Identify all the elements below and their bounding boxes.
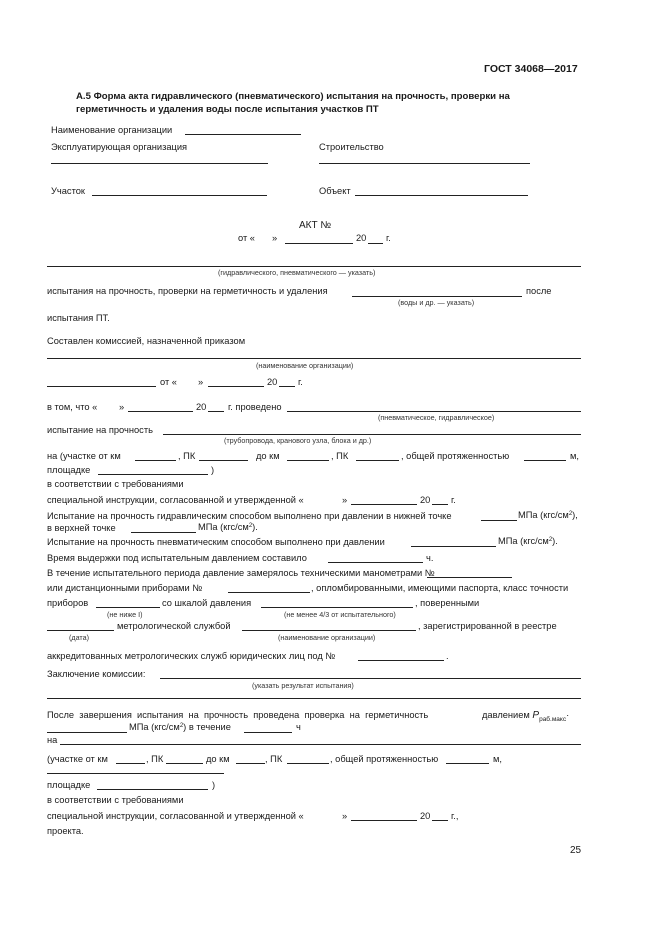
to-km-label-2: до км xyxy=(206,754,230,764)
testing-pt-text: испытания ПТ. xyxy=(47,313,110,323)
instr-year-2: 20 xyxy=(420,811,431,821)
extra-line xyxy=(47,773,224,774)
accuracy-class-line xyxy=(96,607,160,608)
gauge-numbers-line xyxy=(427,577,512,578)
result-caption: (указать результат испытания) xyxy=(252,681,354,690)
section-from-text: (участке от км xyxy=(47,754,108,764)
construction-label: Строительство xyxy=(319,142,384,152)
order-month-line xyxy=(208,386,264,387)
special-instr-text: специальной инструкции, согласованной и утвержденной « xyxy=(47,495,304,505)
test-month-line xyxy=(128,411,193,412)
construction-line xyxy=(319,163,530,164)
pk-label: , ПК xyxy=(178,451,196,461)
instr-quote: » xyxy=(342,495,348,505)
test-method-line xyxy=(287,411,581,412)
instr-quote-2: » xyxy=(342,811,348,821)
pk-label-2: , ПК xyxy=(146,754,164,764)
remote-devices-text: или дистанционными приборами № xyxy=(47,583,203,593)
conducted-text: г. проведено xyxy=(228,402,282,412)
operating-org-label: Эксплуатирующая организация xyxy=(51,142,188,152)
project-text: проекта. xyxy=(47,826,84,836)
act-date-quote: » xyxy=(272,233,278,243)
tightness-pressure-line xyxy=(47,732,127,733)
mpa-dot-2: ). xyxy=(552,536,558,546)
accordance-text: в соответствии с требованиями xyxy=(47,479,184,489)
object-line xyxy=(355,195,528,196)
scale-text: со шкалой давления xyxy=(162,598,252,608)
sealed-text: , опломбированными, имеющими паспорта, класс точности xyxy=(311,583,569,593)
sq-sup-2: 2 xyxy=(248,523,253,529)
total-length-line xyxy=(524,460,566,461)
mpa-text: МПа (кгс/см xyxy=(518,510,569,520)
registry-dot: . xyxy=(446,651,449,661)
commission-text: Составлен комиссией, назначенной приказом xyxy=(47,336,246,346)
p-symbol: P xyxy=(532,710,540,721)
hydraulic-test-text: Испытание на прочность гидравлическим способом выполнено при давлении в нижней точке xyxy=(47,511,452,521)
instr-month-line xyxy=(351,504,417,505)
site-label: площадке xyxy=(47,465,91,475)
after-text: после xyxy=(526,286,552,296)
sq-sup-3: 2 xyxy=(548,537,553,543)
during-text: В течение испытательного периода давление замерялось техническими манометрами № xyxy=(47,568,435,578)
order-number-line xyxy=(47,386,156,387)
km-from-line xyxy=(135,460,176,461)
year-g-2: г. xyxy=(451,811,456,821)
hold-time-text: Время выдержки под испытательным давлением составило xyxy=(47,553,307,563)
km-to-line xyxy=(287,460,329,461)
sq-sup-4: 2 xyxy=(179,723,184,729)
act-year-line xyxy=(368,243,383,244)
order-date-quote: » xyxy=(198,377,204,387)
upper-point-text: в верхней точке xyxy=(47,523,116,533)
meters-label-2: м, xyxy=(493,754,502,764)
not-lower-caption: (не ниже I) xyxy=(107,610,143,619)
section-line xyxy=(92,195,267,196)
p-dot: · xyxy=(566,710,570,720)
strength-test-text: испытание на прочность xyxy=(47,425,153,435)
conclusion-label: Заключение комиссии: xyxy=(47,669,146,679)
mpa-end: ), xyxy=(572,510,578,520)
tightness-hours-line xyxy=(244,732,292,733)
scale-line xyxy=(261,607,413,608)
km-to-line-2 xyxy=(236,763,265,764)
lower-pressure-line xyxy=(481,520,517,521)
test-year: 20 xyxy=(196,402,207,412)
order-date-from: от « xyxy=(160,377,177,387)
pk-from-line-2 xyxy=(166,763,203,764)
mpa-dot: ). xyxy=(252,522,258,532)
section-label: Участок xyxy=(51,186,85,196)
site-line xyxy=(98,474,208,475)
test-type-caption: (гидравлического, пневматического — указать) xyxy=(218,268,376,277)
lower-pressure-unit xyxy=(518,511,578,520)
mpa-text-3: МПа (кгс/см xyxy=(498,536,549,546)
sq-sup: 2 xyxy=(568,511,573,517)
metrology-text: метрологической службой xyxy=(117,621,231,631)
operating-org-line xyxy=(51,163,268,164)
test-method-caption: (пневматическое, гидравлическое) xyxy=(378,413,495,422)
accredited-text: аккредитованных метрологических служб юридических лиц под № xyxy=(47,651,336,661)
tightness-h: ч xyxy=(296,722,301,732)
site-label-2: площадке xyxy=(47,780,91,790)
org2-caption: (наименование организации) xyxy=(278,633,376,642)
pressure-word: давлением xyxy=(482,710,530,720)
section-title-line1: А.5 Форма акта гидравлического (пневматического) испытания на прочность, проверки на xyxy=(76,91,510,102)
metrology-org-line xyxy=(242,630,416,631)
p-sub: раб.макс xyxy=(539,715,567,723)
verified-text: , поверенными xyxy=(415,598,480,608)
na-text: на xyxy=(47,735,58,745)
medium-line xyxy=(352,296,522,297)
pk-to-line xyxy=(356,460,399,461)
act-title: АКТ № xyxy=(299,220,332,231)
test-object-line xyxy=(163,434,581,435)
registry-number-line xyxy=(358,660,444,661)
pk-from-line xyxy=(199,460,248,461)
within-text: ) в течение xyxy=(183,722,231,732)
devices-text: приборов xyxy=(47,598,89,608)
special-instr-text-2: специальной инструкции, согласованной и утвержденной « xyxy=(47,811,304,821)
instr-year: 20 xyxy=(420,495,431,505)
standard-number: ГОСТ 34068—2017 xyxy=(484,63,578,75)
act-month-line xyxy=(285,243,353,244)
org-name-label: Наименование организации xyxy=(51,125,173,135)
pk2-label: , ПК xyxy=(331,451,349,461)
conclusion-line-2 xyxy=(47,698,581,699)
instr-year-line xyxy=(432,504,448,505)
to-km-label: до км xyxy=(256,451,280,461)
meters-label: м, xyxy=(570,451,579,461)
org-name-line xyxy=(185,134,301,135)
test-type-line xyxy=(47,266,581,267)
test-year-line xyxy=(208,411,224,412)
mpa-text-4: МПа (кгс/см xyxy=(129,722,180,732)
accordance-text-2: в соответствии с требованиями xyxy=(47,795,184,805)
km-from-line-2 xyxy=(116,763,145,764)
test-object-caption: (трубопровода, кранового узла, блока и др.) xyxy=(224,436,372,445)
date-caption: (дата) xyxy=(69,633,90,642)
act-year: 20 xyxy=(356,233,367,243)
section-title-line2: герметичность и удаления воды после испытания участков ПТ xyxy=(76,104,379,115)
commission-org-caption: (наименование организации) xyxy=(256,361,354,370)
in-that-quote: » xyxy=(119,402,125,412)
pneumatic-pressure-unit xyxy=(498,537,558,546)
conclusion-line xyxy=(160,678,581,679)
verification-date-line xyxy=(47,630,114,631)
order-year-line xyxy=(279,386,295,387)
instr-year-line-2 xyxy=(432,820,448,821)
after-test-main: После завершения испытания на прочность проведена проверка на герметичность xyxy=(47,710,429,720)
act-date-from: от « xyxy=(238,233,255,243)
total-length-label-2: , общей протяженностью xyxy=(330,754,439,764)
total-length-line-2 xyxy=(446,763,489,764)
testing-for-text: испытания на прочность, проверки на герметичность и удаления xyxy=(47,286,328,296)
order-year: 20 xyxy=(267,377,278,387)
instr-year-suffix-2: г., xyxy=(451,811,459,821)
mpa-text-2: МПа (кгс/см xyxy=(198,522,249,532)
remote-numbers-line xyxy=(228,592,310,593)
act-year-suffix: г. xyxy=(386,233,391,243)
site-line-2 xyxy=(97,789,208,790)
total-length-label: , общей протяженностью xyxy=(401,451,510,461)
in-that-text: в том, что « xyxy=(47,402,98,412)
object-label: Объект xyxy=(319,186,351,196)
upper-pressure-line xyxy=(131,532,196,533)
instr-month-line-2 xyxy=(351,820,417,821)
pressure-text xyxy=(482,711,569,723)
page-number: 25 xyxy=(570,845,582,856)
pneumatic-test-text: Испытание на прочность пневматическим способом выполнено при давлении xyxy=(47,537,385,547)
na-line xyxy=(60,744,581,745)
site-close: ) xyxy=(211,465,215,475)
pneumatic-pressure-line xyxy=(411,546,496,547)
commission-org-line xyxy=(47,358,581,359)
after-test-text xyxy=(47,711,428,720)
hold-time-line xyxy=(328,562,423,563)
instr-year-suffix: г. xyxy=(451,495,456,505)
not-less-caption: (не менее 4/3 от испытательного) xyxy=(284,610,396,619)
order-year-suffix: г. xyxy=(298,377,303,387)
on-section-text: на (участке от км xyxy=(47,451,121,461)
medium-caption: (воды и др. — указать) xyxy=(398,298,475,307)
pk-to-line-2 xyxy=(287,763,329,764)
pk2-label-2: , ПК xyxy=(265,754,283,764)
registered-text: , зарегистрированной в реестре xyxy=(418,621,557,631)
hours-label: ч. xyxy=(426,553,434,563)
tightness-unit xyxy=(129,723,231,732)
site-close-2: ) xyxy=(212,780,216,790)
upper-pressure-unit xyxy=(198,523,258,532)
